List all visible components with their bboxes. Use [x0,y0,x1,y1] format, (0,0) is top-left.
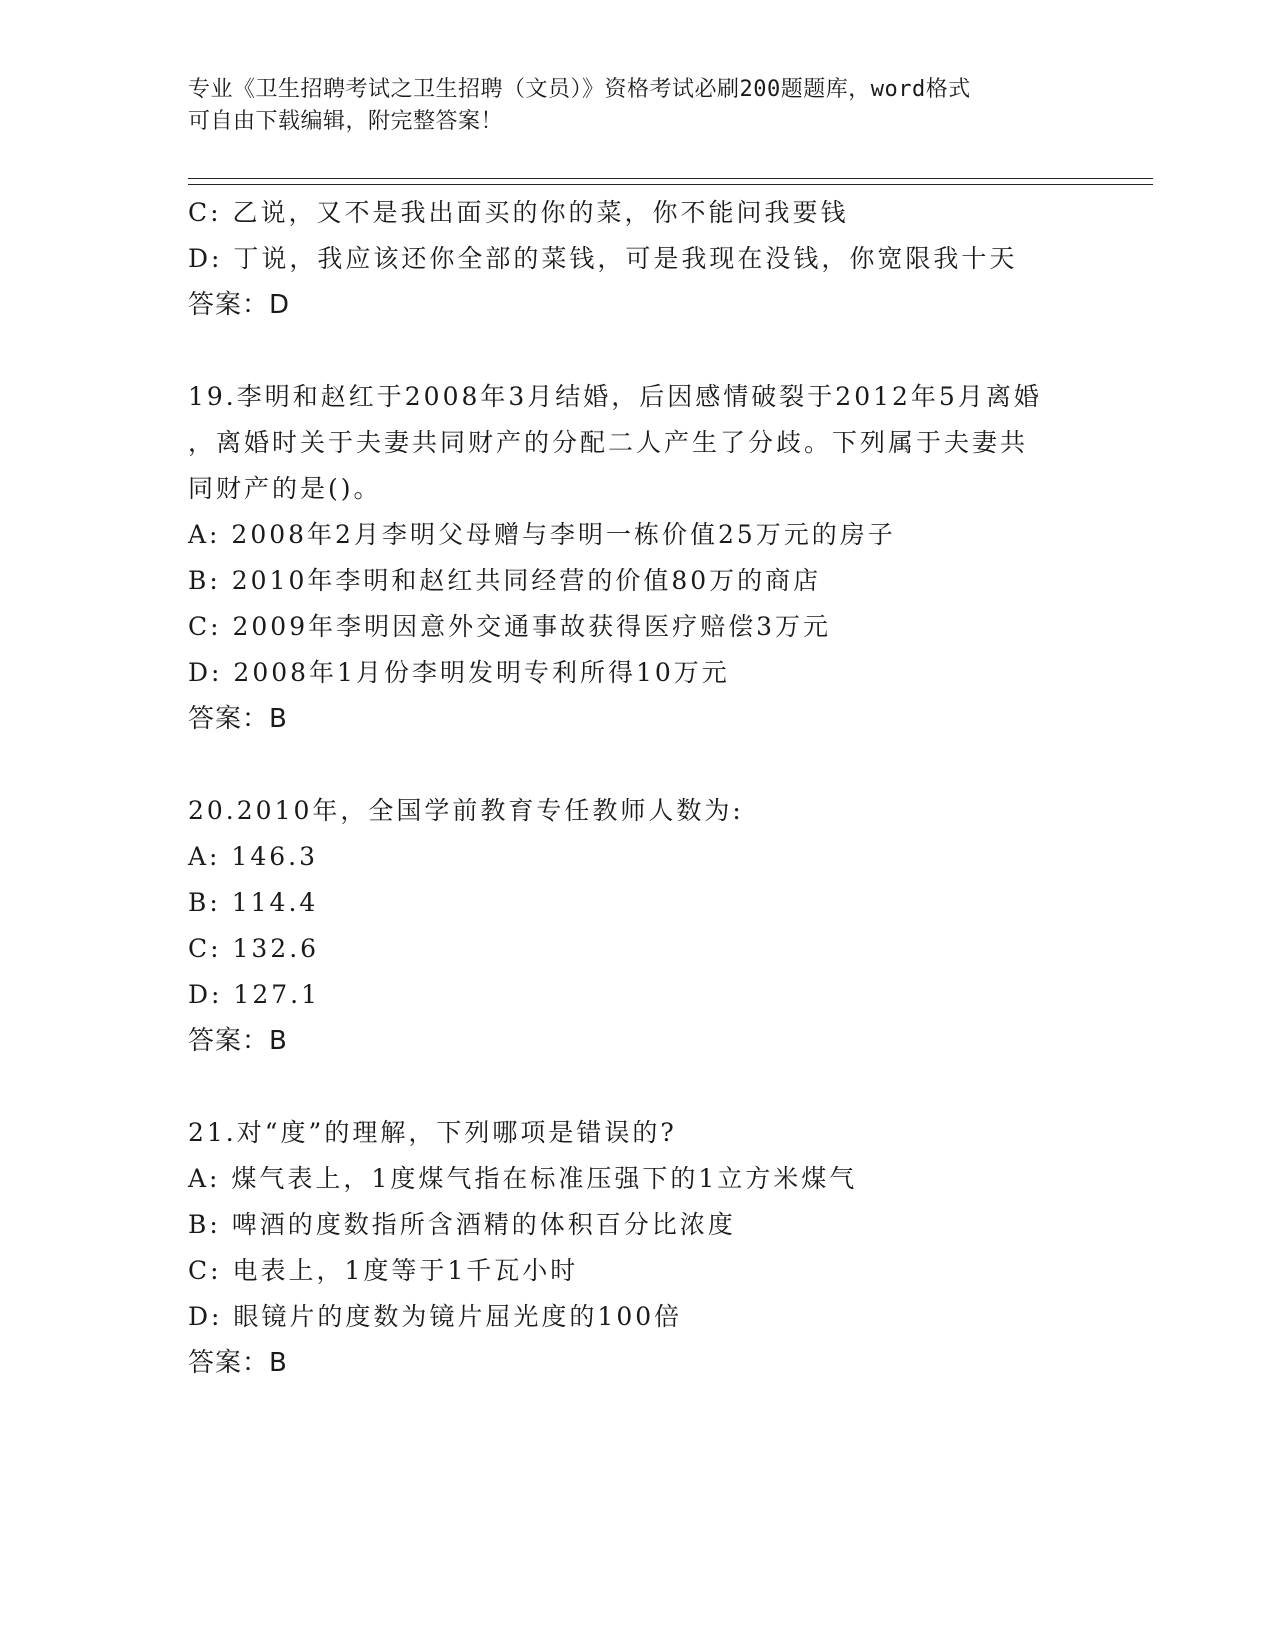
question-18-continued [188,190,1088,328]
header-divider-bottom [188,184,1153,185]
question-text-line-3: 同财产的是()。 [188,474,382,503]
question-text-line-1: 19.李明和赵红于2008年3月结婚，后因感情破裂于2012年5月离婚 [188,382,1042,411]
option-a: A: 2008年2月李明父母赠与李明一栋价值25万元的房子 [188,520,896,549]
question-text-line-2: ，离婚时关于夫妻共同财产的分配二人产生了分歧。下列属于夫妻共 [188,428,1029,457]
option-d: D: 127.1 [188,980,320,1009]
question-text-line-1: 20.2010年，全国学前教育专任教师人数为: [188,796,744,825]
header-title-line-1: 专业《卫生招聘考试之卫生招聘（文员）》资格考试必刷200题题库，word格式 [188,77,971,102]
header-title-line-2: 可自由下载编辑，附完整答案！ [188,109,504,134]
option-c: C: 乙说，又不是我出面买的你的菜，你不能问我要钱 [188,198,849,227]
answer-line: 答案：D [188,290,291,320]
answer-line: 答案：B [188,704,288,734]
option-c: C: 电表上，1度等于1千瓦小时 [188,1256,579,1285]
spacer [188,1064,1088,1110]
question-19 [188,374,1088,742]
option-a: A: 煤气表上，1度煤气指在标准压强下的1立方米煤气 [188,1164,858,1193]
option-d: D: 眼镜片的度数为镜片屈光度的100倍 [188,1302,683,1331]
answer-line: 答案：B [188,1026,288,1056]
spacer [188,742,1088,788]
option-a: A: 146.3 [188,842,318,871]
question-list [188,190,1088,1386]
option-c: C: 2009年李明因意外交通事故获得医疗赔偿3万元 [188,612,832,641]
question-21 [188,1110,1088,1386]
option-d: D: 丁说，我应该还你全部的菜钱，可是我现在没钱，你宽限我十天 [188,244,1018,273]
answer-line: 答案：B [188,1348,288,1378]
document-header [188,74,1088,138]
option-b: B: 啤酒的度数指所含酒精的体积百分比浓度 [188,1210,736,1239]
question-20 [188,788,1088,1064]
option-b: B: 2010年李明和赵红共同经营的价值80万的商店 [188,566,822,595]
header-divider-top [188,178,1153,179]
option-b: B: 114.4 [188,888,319,917]
spacer [188,328,1088,374]
question-text-line-1: 21.对“度”的理解，下列哪项是错误的? [188,1118,677,1147]
option-d: D: 2008年1月份李明发明专利所得10万元 [188,658,730,687]
option-c: C: 132.6 [188,934,320,963]
